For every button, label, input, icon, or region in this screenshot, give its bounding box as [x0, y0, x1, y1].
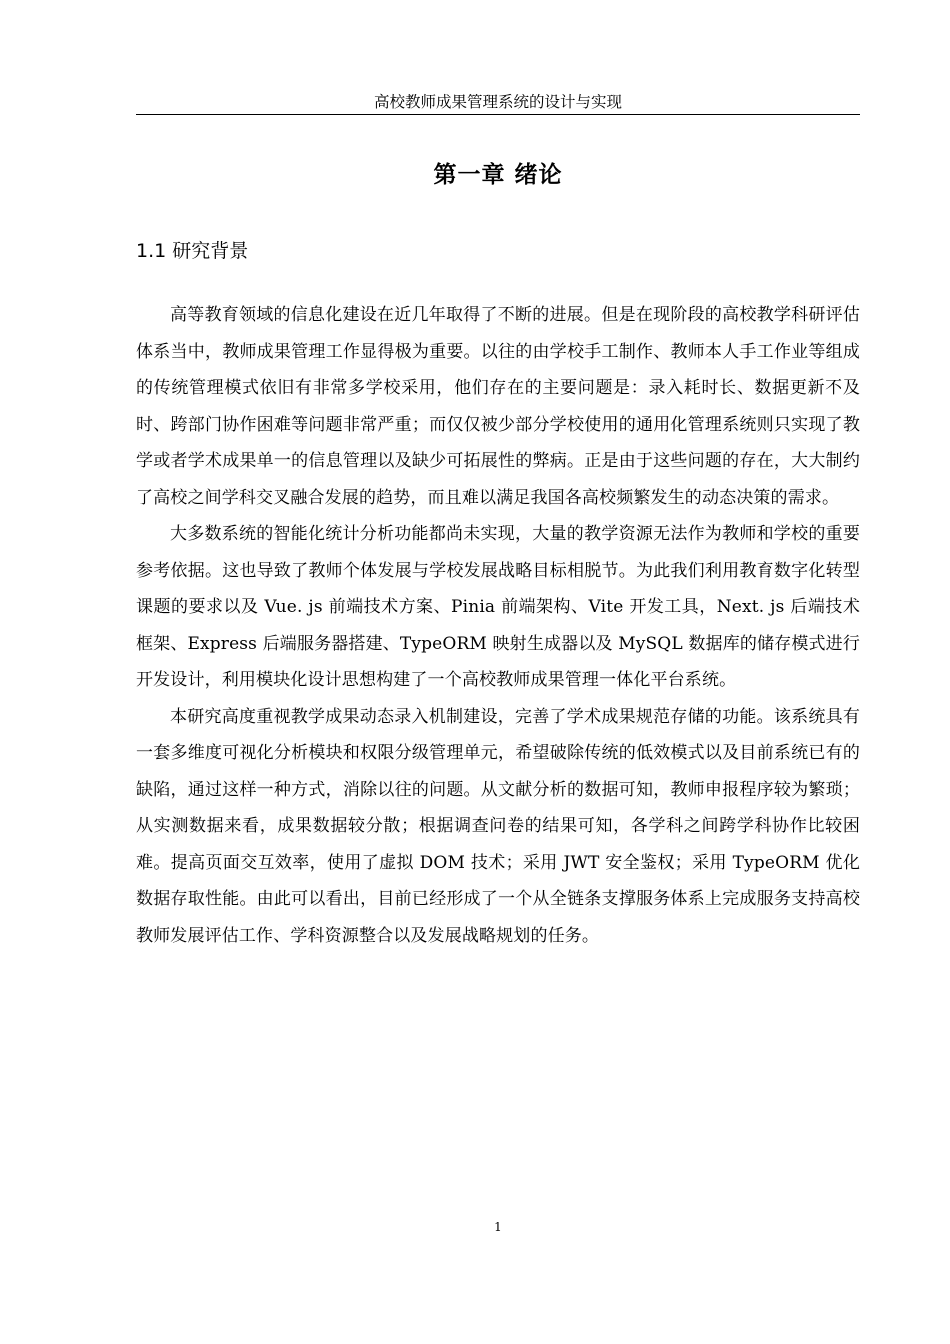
paragraph-2: 大多数系统的智能化统计分析功能都尚未实现，大量的教学资源无法作为教师和学校的重要参考依据。这也导致了教师个体发展与学校发展战略目标相脱节。为此我们利用教育数字化转型课题的要求以及 Vue. js 前端技术方案、Pinia 前端架构、Vite 开发工具，Next. js 后端技术框架、Express 后端服务器搭建、TypeORM 映射生成器以及 MySQL 数据库的储存模式进行开发设计，利用模块化设计思想构建了一个高校教师成果管理一体化平台系统。	[136, 524, 860, 690]
section-heading: 1.1 研究背景	[136, 240, 249, 262]
paragraph-3: 本研究高度重视教学成果动态录入机制建设，完善了学术成果规范存储的功能。该系统具有一套多维度可视化分析模块和权限分级管理单元，希望破除传统的低效模式以及目前系统已有的缺陷，通过这样一种方式，消除以往的问题。从文献分析的数据可知，教师申报程序较为繁琐；从实测数据来看，成果数据较分散；根据调查问卷的结果可知，各学科之间跨学科协作比较困难。提高页面交互效率，使用了虚拟 DOM 技术；采用 JWT 安全鉴权；采用 TypeORM 优化数据存取性能。由此可以看出，目前已经形成了一个从全链条支撑服务体系上完成服务支持高校教师发展评估工作、学科资源整合以及发展战略规划的任务。	[136, 706, 860, 946]
running-header: 高校教师成果管理系统的设计与实现	[136, 92, 860, 115]
page-number: 1	[494, 1220, 502, 1234]
body-text	[136, 297, 860, 954]
chapter-title: 第一章 绪论	[433, 162, 563, 188]
paragraph-1: 高等教育领域的信息化建设在近几年取得了不断的进展。但是在现阶段的高校教学科研评估体系当中，教师成果管理工作显得极为重要。以往的由学校手工制作、教师本人手工作业等组成的传统管理模式依旧有非常多学校采用，他们存在的主要问题是：录入耗时长、数据更新不及时、跨部门协作困难等问题非常严重；而仅仅被少部分学校使用的通用化管理系统则只实现了教学或者学术成果单一的信息管理以及缺少可拓展性的弊病。正是由于这些问题的存在，大大制约了高校之间学科交叉融合发展的趋势，而且难以满足我国各高校频繁发生的动态决策的需求。	[136, 305, 860, 508]
